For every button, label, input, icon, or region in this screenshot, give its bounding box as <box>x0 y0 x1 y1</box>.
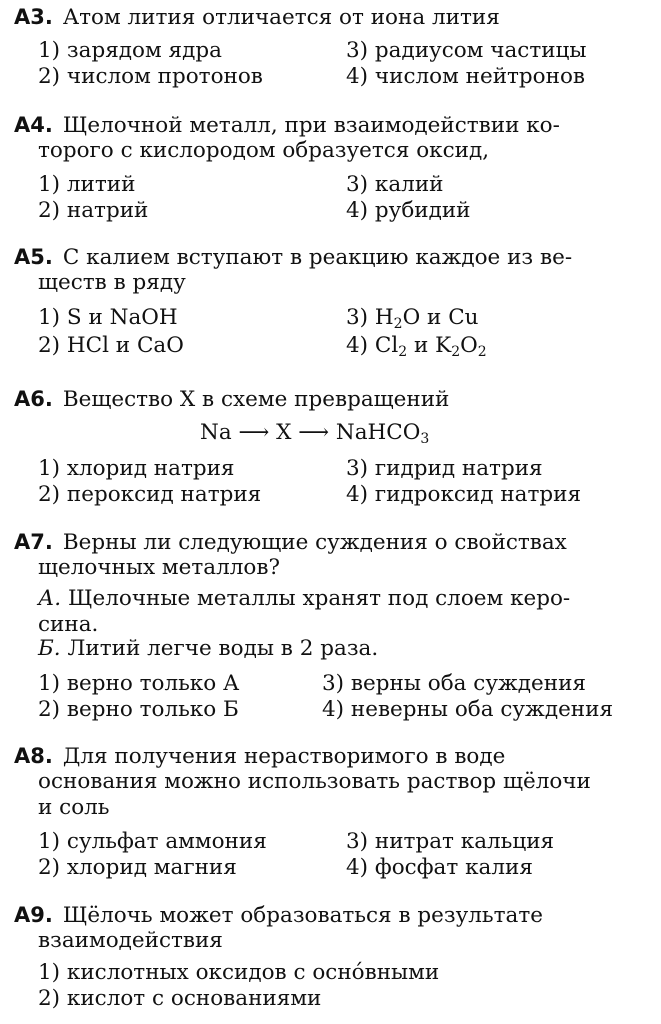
question-a7-text <box>14 529 567 556</box>
question-number: А8. <box>14 744 53 768</box>
question-text-line: взаимодействия <box>38 928 223 953</box>
option: 4) рубидий <box>346 198 471 223</box>
option: 3) верны оба суждения <box>322 671 586 696</box>
option: 2) натрий <box>38 198 149 223</box>
question-text: Щёлочь может образоваться в результате <box>62 903 543 928</box>
option: 2) верно только Б <box>38 697 239 722</box>
option: 1) зарядом ядра <box>38 38 222 63</box>
option: 2) пероксид натрия <box>38 482 262 507</box>
question-text-line: щелочных металлов? <box>38 555 280 580</box>
option: 3) гидрид натрия <box>346 456 543 481</box>
question-number: А5. <box>14 245 53 269</box>
statement-b: Б. Литий легче воды в 2 раза. <box>38 636 379 661</box>
option: 1) сульфат аммония <box>38 829 267 854</box>
question-text-line: торого с кислородом образуется оксид, <box>38 138 490 163</box>
option: 3) нитрат кальция <box>346 829 555 854</box>
question-a6-text <box>14 386 449 413</box>
option: 1) кислотных оксидов с оснóвными <box>38 960 440 985</box>
option: 4) числом нейтронов <box>346 64 586 89</box>
option: 1) верно только А <box>38 671 240 696</box>
question-a5-text <box>14 244 572 271</box>
question-number: А4. <box>14 113 53 137</box>
question-text: Верны ли следующие суждения о свойствах <box>62 530 567 555</box>
question-a8-text <box>14 743 505 770</box>
option: 2) HCl и CaO <box>38 333 184 358</box>
option: 3) радиусом частицы <box>346 38 587 63</box>
question-text: Вещество X в схеме превращений <box>62 387 450 412</box>
question-text: Атом лития отличается от иона лития <box>62 5 500 30</box>
question-text-line: основания можно использовать раствор щёлочи <box>38 769 591 794</box>
option: 4) гидроксид натрия <box>346 482 582 507</box>
question-number: А7. <box>14 530 53 554</box>
question-text-line: ществ в ряду <box>38 270 186 295</box>
option: 1) S и NaOH <box>38 305 178 330</box>
question-a4-text <box>14 112 560 139</box>
option: 3) калий <box>346 172 444 197</box>
option: 1) хлорид натрия <box>38 456 235 481</box>
question-number: А3. <box>14 5 53 29</box>
statement-a: А. Щелочные металлы хранят под слоем керо- <box>38 586 571 611</box>
question-text: Для получения нерастворимого в воде <box>62 744 506 769</box>
question-text: С калием вступают в реакцию каждое из ве- <box>62 245 573 270</box>
statement-a-cont: сина. <box>38 612 99 637</box>
question-a9-text <box>14 902 543 929</box>
question-text-line: и соль <box>38 795 110 820</box>
option: 4) $Cl_2$ и $K_2O_2$ <box>346 333 487 360</box>
option: 4) фосфат калия <box>346 855 533 880</box>
option: 1) литий <box>38 172 136 197</box>
option: 2) хлорид магния <box>38 855 237 880</box>
question-text: Щелочной металл, при взаимодействии ко- <box>62 113 560 138</box>
question-number: А6. <box>14 387 53 411</box>
statement-label: А. <box>38 586 62 611</box>
reaction-scheme: Na ⟶ X ⟶ NaHCO$_3$ <box>200 420 430 447</box>
option: 2) числом протонов <box>38 64 263 89</box>
option: 2) кислот с основаниями <box>38 986 322 1011</box>
question-a3-text <box>14 4 500 31</box>
option: 3) $H_2O$ и Cu <box>346 305 479 332</box>
statement-label: Б. <box>38 636 61 661</box>
question-number: А9. <box>14 903 53 927</box>
option: 4) неверны оба суждения <box>322 697 614 722</box>
